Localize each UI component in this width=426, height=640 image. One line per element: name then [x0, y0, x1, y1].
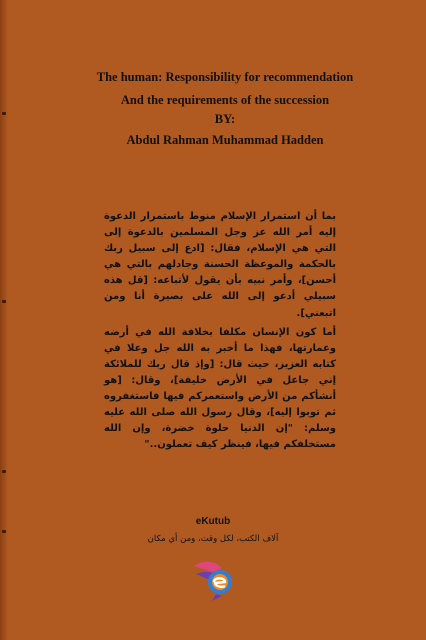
spine-mark [2, 300, 6, 303]
book-subtitle: And the requirements of the succession [120, 93, 330, 107]
publisher-name: eKutub [195, 516, 231, 527]
author-name: Abdul Rahman Muhammad Hadden [126, 133, 324, 147]
spine-mark [2, 470, 6, 473]
blurb-paragraph-2: أما كون الإنسان مكلفا بخلافة الله في أرضه وعمارتها، فهذا ما أخبر به الله جل وعلا في كتابه العزيز، حيث قال: [وإذ قال ربك للملائكة إني جاعل في الأرض خليفة]، وقال: [هو أنشأكم من الأرض واستعمركم فيها فاستغفروه ثم توبوا إليه]، وقال رسول الله صلى الله عليه وسلم: "إن الدنيا حلوة خضرة، وإن الله مستخلفكم فيها، فينظر كيف تعملون.." [104, 326, 336, 451]
arabic-blurb [104, 209, 336, 453]
by-label: BY: [214, 112, 236, 126]
book-spine-edge [0, 0, 8, 640]
book-title: The human: Responsibility for recommendation [96, 70, 354, 84]
spine-mark [2, 530, 6, 533]
spine-mark [2, 112, 6, 115]
cover-title-block [95, 70, 355, 148]
ekutub-bird-logo-icon [192, 552, 236, 602]
blurb-paragraph-1: بما أن استمرار الإسلام منوط باستمرار الدعوة إليه أمر الله عز وجل المسلمين بالدعوة إلى التي هي الإسلام، فقال: [ادع إلى سبيل ربك بالحكمة والموعظة الحسنة وجادلهم بالتي هي أحسن]، وأمر نبيه بأن يقول لأتباعه: [قل هذه سبيلي أدعو إلى الله على بصيرة أنا ومن اتبعني]. [104, 211, 336, 319]
publisher-slogan: آلاف الكتب، لكل وقت، ومن أي مكان [147, 534, 279, 544]
